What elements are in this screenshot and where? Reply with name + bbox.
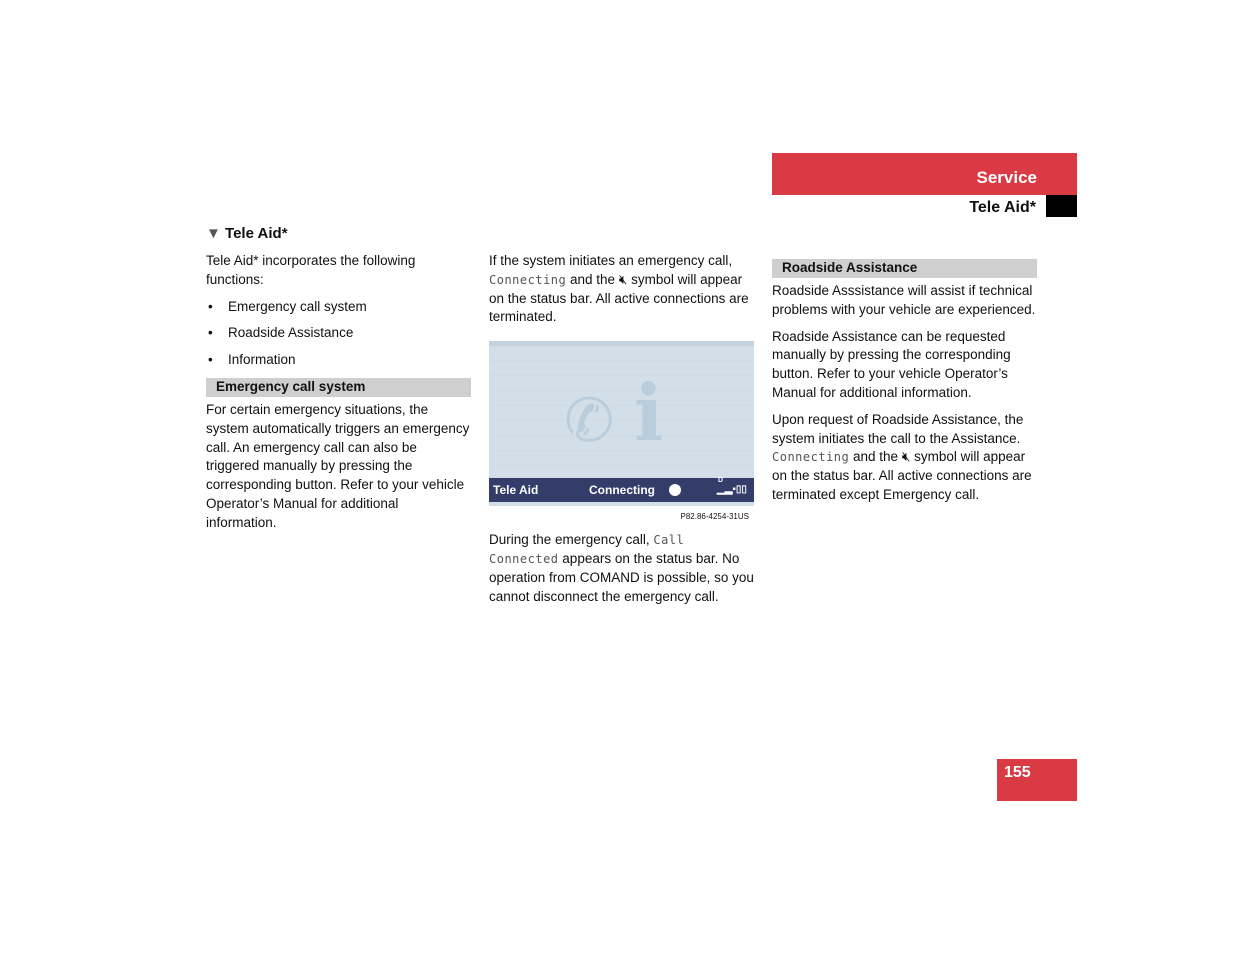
phone-icon: ✆ [564,387,615,455]
paragraph: Upon request of Roadside Assistance, the system initiates the call to the Assistance. Connecting and the 🔇︎ symbol will appear on the status bar. All active connections are terminated except Emergency call. [772,411,1032,502]
column-1 [206,252,471,541]
triangle-down-icon: ▼ [206,225,221,242]
paragraph: Roadside Asssistance will assist if technical problems with your vehicle are experienced. [772,283,1036,317]
section-heading-roadside: Roadside Assistance [772,259,1037,278]
paragraph: If the system initiates an emergency call, Connecting and the 🔇︎ symbol will appear on the status bar. All active connections are terminated. [489,253,749,325]
status-bar [489,478,754,502]
list-item: • Roadside Assistance [206,324,471,343]
record-icon [669,484,681,496]
function-list [206,298,471,370]
black-tab [1046,195,1077,217]
page-number-box [997,759,1077,801]
heading-text: Tele Aid* [225,225,288,242]
section-heading-emergency: Emergency call system [206,378,471,397]
mute-icon: 🔇︎ [618,271,628,287]
status-center: Connecting [589,483,655,498]
page-number: 155 [1004,764,1031,781]
info-icon: i [634,368,664,460]
section-title: Service [976,168,1037,187]
section-header [772,153,1077,195]
signal-strength-icon: ▁▂▪▯▯ [717,484,747,496]
column-3 [772,259,1037,513]
mute-icon: 🔇︎ [901,449,911,465]
emergency-body: For certain emergency situations, the system automatically triggers an emergency call. An emergency call can also be triggered manually by pressing the corresponding button. Refer to your vehicle Operator’s Manual for additional information. [206,401,470,530]
paragraph: Roadside Assistance can be requested manually by pressing the corresponding button. Refer to your vehicle Operator’s Manual for additional information. [772,328,1011,400]
list-item: • Emergency call system [206,298,471,317]
subsection-title: Tele Aid* [969,199,1036,216]
column-2 [489,252,757,614]
status-left: Tele Aid [493,483,539,498]
intro-text: Tele Aid* incorporates the following functions: [206,253,416,287]
list-item: • Information [206,351,471,370]
paragraph: During the emergency call, Call Connected appears on the status bar. No operation from COMAND is possible, so you cannot disconnect the emergency call. [489,532,754,604]
figure-id: P82.86-4254-31US [680,512,749,522]
signal-indicator: D [718,477,724,485]
page-heading [206,225,288,242]
screen-figure [489,341,754,506]
